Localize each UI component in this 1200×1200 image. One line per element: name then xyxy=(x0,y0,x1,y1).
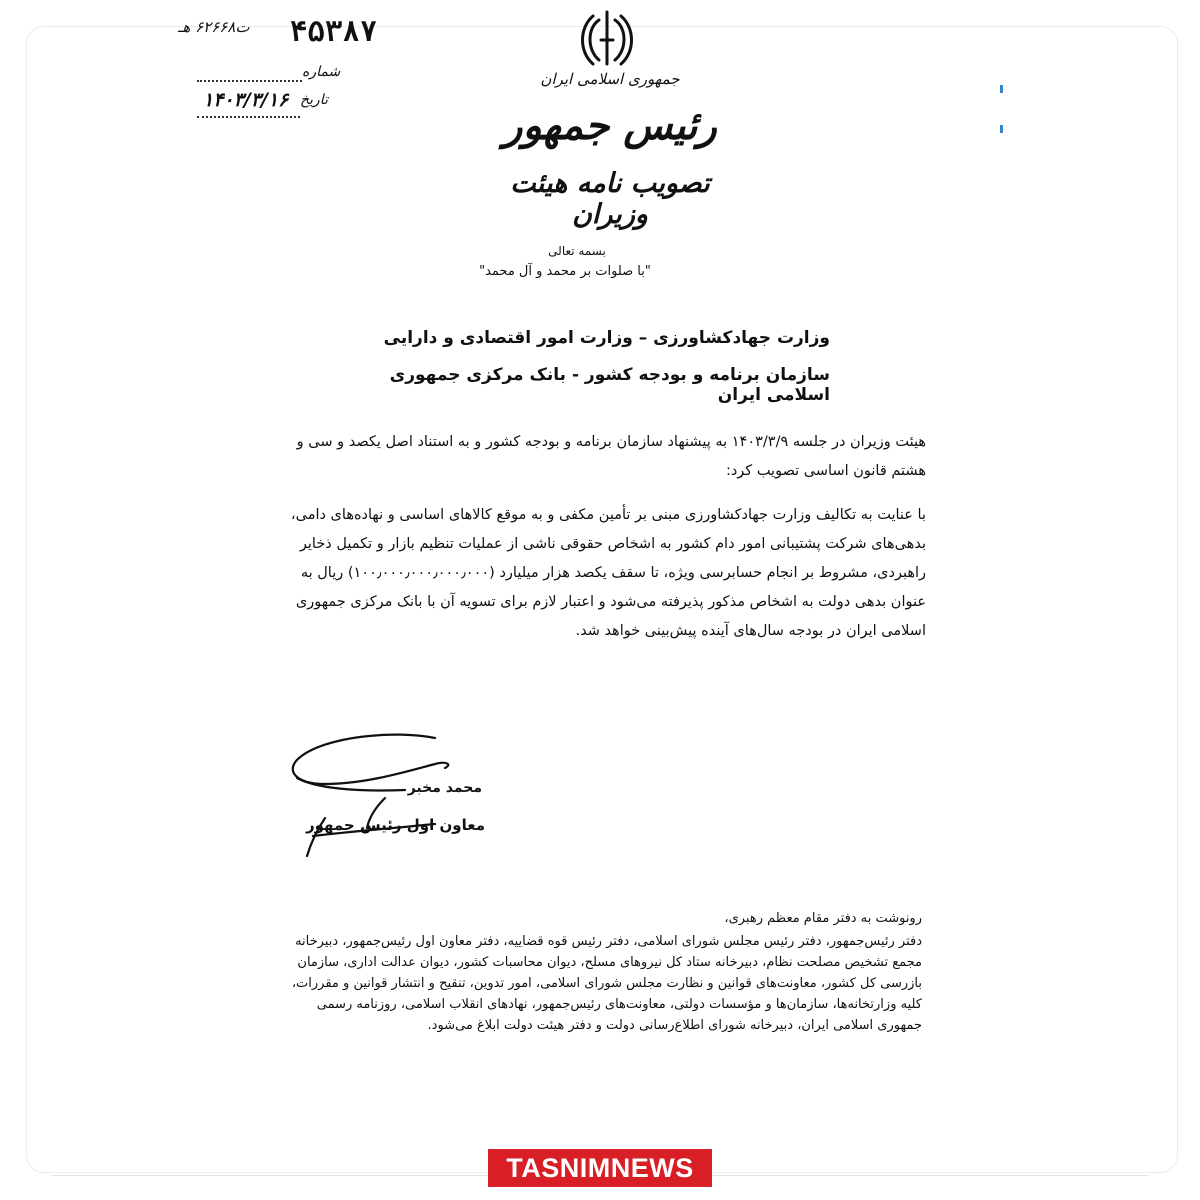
date-value: ۱۴۰۳/۳/۱۶ xyxy=(203,89,289,111)
bismillah: بسمه تعالی xyxy=(548,244,606,258)
margin-marker xyxy=(1000,125,1003,133)
president-title: رئیس جمهور xyxy=(503,102,717,149)
salawat: "با صلوات بر محمد و آل محمد" xyxy=(479,264,651,279)
margin-marker xyxy=(1000,85,1003,93)
number-label: شماره xyxy=(302,64,341,80)
body-paragraph-2: با عنایت به تکالیف وزارت جهادکشاورزی مبنی بر تأمین مکفی و به موقع کالاهای اساسی و نهاده‌های دامی، بدهی‌های شرکت پشتیبانی امور دام کشور به اشخاص حقوقی ناشی از عملیات تنظیم بازار و تکمیل ذخایر راهبردی، مشروط بر انجام حسابرسی ویژه، تا سقف یکصد هزار میلیارد (۱۰۰٫۰۰۰٫۰۰۰٫۰۰۰٫۰۰۰) ریال به عنوان بدهی دولت به اشخاص مذکور پذیرفته می‌شود و اعتبار لازم برای تسویه آن با بانک مرکزی جمهوری اسلامی ایران در بودجه سال‌های آینده پیش‌بینی خواهد شد. xyxy=(290,507,926,639)
date-dotted-line xyxy=(197,116,300,118)
iran-emblem-icon xyxy=(575,6,639,70)
republic-title: جمهوری اسلامی ایران xyxy=(540,70,680,88)
addressee-line-1: وزارت جهادکشاورزی – وزارت امور اقتصادی و دارایی xyxy=(383,328,830,348)
signatory-name: محمد مخبر xyxy=(407,780,482,796)
number-dotted-line xyxy=(197,80,302,82)
tasnim-news-logo: TASNIMNEWS xyxy=(488,1149,712,1187)
addressee-line-2: سازمان برنامه و بودجه کشور - بانک مرکزی جمهوری اسلامی ایران xyxy=(389,365,830,405)
date-label: تاریخ xyxy=(300,92,328,108)
signatory-title: معاون اول رئیس جمهور xyxy=(305,816,485,834)
cc-intro: رونوشت به دفتر مقام معظم رهبری، xyxy=(724,911,922,926)
body-paragraph-1: هیئت وزیران در جلسه ۱۴۰۳/۳/۹ به پیشنهاد سازمان برنامه و بودجه کشور و به استناد اصل یکصد و سی و هشتم قانون اساسی تصویب کرد: xyxy=(296,434,926,479)
reference-code: ت۶۲۶۶۸ هـ xyxy=(178,18,250,36)
cabinet-decree-title: تصویب نامه هیئت وزیران xyxy=(510,168,710,230)
reference-number: ۴۵۳۸۷ xyxy=(290,14,378,48)
cc-recipients: دفتر رئیس‌جمهور، دفتر رئیس مجلس شورای اسلامی، دفتر رئیس قوه قضاییه، دفتر معاون اول رئیس‌جمهور، دبیرخانه مجمع تشخیص مصلحت نظام، دبیرخانه ستاد کل نیروهای مسلح، دیوان محاسبات کشور، دیوان عدالت اداری، سازمان بازرسی کل کشور، معاونت‌های قوانین و نظارت مجلس شورای اسلامی، امور تدوین، تنقیح و انتشار قوانین و مقررات، کلیه وزارتخانه‌ها، سازمان‌ها و مؤسسات دولتی، معاونت‌های رئیس‌جمهور، نهادهای انقلاب اسلامی، روزنامه رسمی جمهوری اسلامی ایران، دبیرخانه شورای اطلاع‌رسانی دولت و دفتر هیئت دولت ابلاغ می‌شود. xyxy=(291,934,922,1033)
